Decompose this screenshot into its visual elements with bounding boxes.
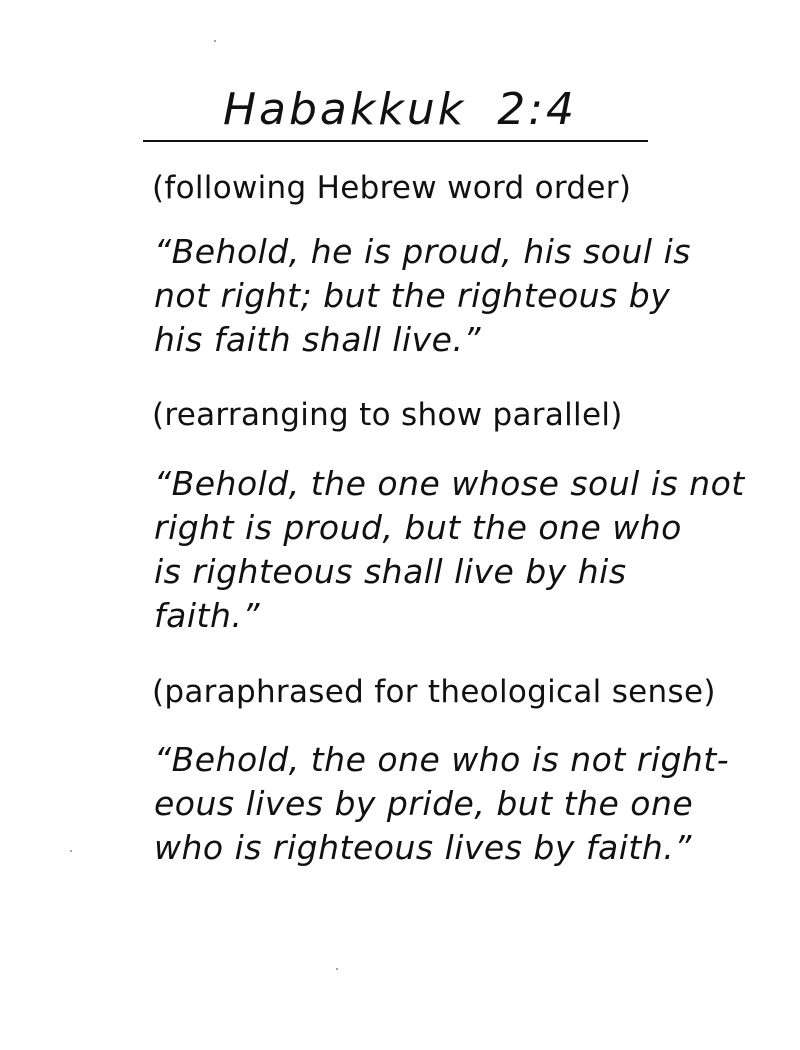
quote-line: “Behold, the one who is not right- bbox=[154, 740, 730, 779]
scan-speck bbox=[214, 40, 216, 42]
quote-parallel bbox=[154, 462, 745, 638]
quote-line: his faith shall live.” bbox=[154, 320, 482, 359]
quote-line: “Behold, he is proud, his soul is bbox=[154, 232, 691, 271]
section-heading-paraphrase: (paraphrased for theological sense) bbox=[152, 674, 716, 710]
document-title: Habakkuk 2:4 bbox=[222, 84, 578, 135]
quote-line: faith.” bbox=[154, 596, 260, 635]
quote-line: “Behold, the one whose soul is not bbox=[154, 464, 745, 503]
title-underline bbox=[143, 140, 648, 142]
section-heading-parallel: (rearranging to show parallel) bbox=[152, 397, 623, 433]
quote-line: not right; but the righteous by bbox=[154, 276, 671, 315]
quote-line: eous lives by pride, but the one bbox=[154, 784, 694, 823]
quote-hebrew-order bbox=[154, 230, 714, 362]
quote-paraphrase bbox=[154, 738, 730, 870]
scan-speck bbox=[336, 968, 338, 970]
quote-line: is righteous shall live by his bbox=[154, 552, 627, 591]
section-heading-hebrew-order: (following Hebrew word order) bbox=[152, 170, 632, 206]
quote-line: right is proud, but the one who bbox=[154, 508, 682, 547]
scan-speck bbox=[70, 850, 72, 852]
quote-line: who is righteous lives by faith.” bbox=[154, 828, 692, 867]
